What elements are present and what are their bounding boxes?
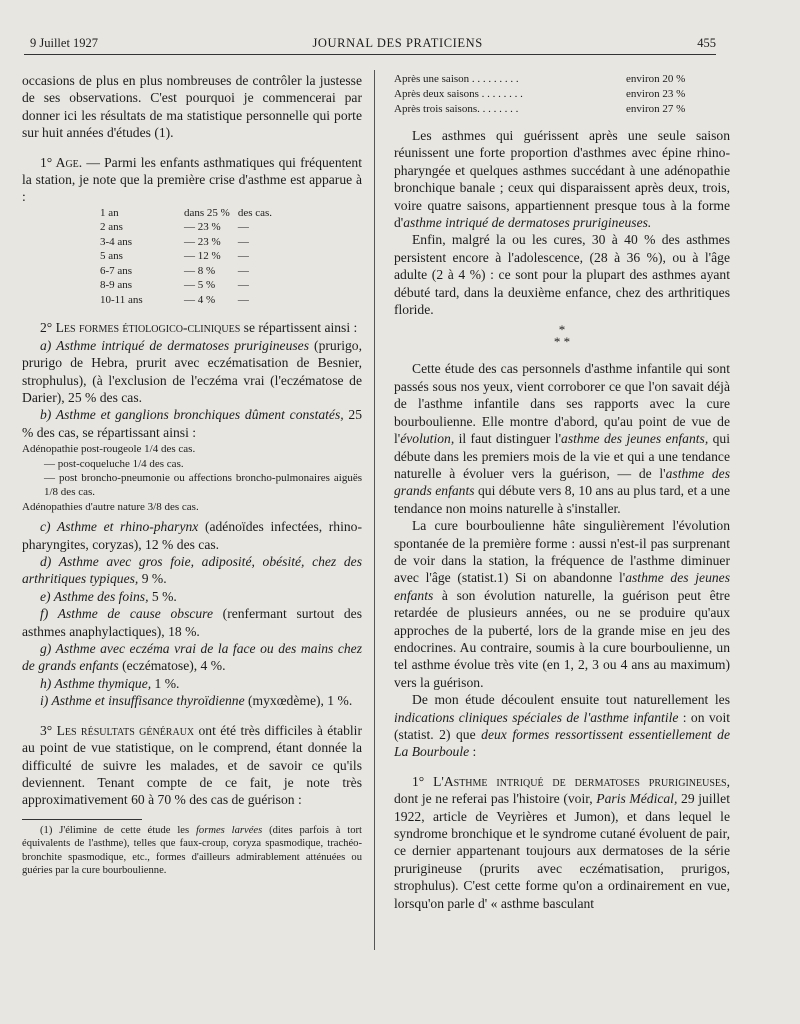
form-d-text: 9 %.	[138, 571, 167, 587]
page-header	[30, 36, 716, 52]
form-b-item: Adénopathies d'autre nature 3/8 des cas.	[22, 500, 199, 513]
age-label: 10-11 ans	[100, 293, 143, 306]
header-date: 9 Juillet 1927	[30, 36, 99, 50]
age-unit: —	[237, 235, 249, 248]
form-b-item: — post-coqueluche 1/4 des cas.	[44, 457, 184, 470]
age-row	[100, 220, 280, 235]
form-a-text: (prurigo, prurigo de Hebra, prurit avec eczématisation de Besnier, strophulus), (à l'exclusion de l'eczéma vrai (l'eczématose de Darier), 25 % des cas.	[22, 337, 362, 405]
header-rule	[24, 54, 716, 55]
age-unit: des cas.	[237, 206, 273, 219]
age-value: — 23 %	[184, 221, 221, 234]
results-paragraph	[22, 722, 362, 809]
age-value: — 5 %	[184, 279, 216, 292]
footnote-text: (dites parfois à tort équivalents de l'asthme), telles que faux-croup, coryza spasmodique, trachéo-bronchite spasmodique, etc., formes d'ailleurs admirablement atténuées ou guéries par la cure bourboulienne.	[22, 824, 362, 876]
asthma-form-italic: Paris Médical,	[596, 791, 678, 807]
age-unit: —	[237, 250, 249, 263]
age-value: — 23 %	[184, 235, 221, 248]
footnote-text: (1) J'élimine de cette étude les	[40, 824, 196, 836]
form-c-title: c) Asthme et rhino-pharynx	[40, 519, 199, 535]
form-d	[22, 553, 362, 588]
form-c	[22, 518, 362, 553]
column-divider	[374, 70, 375, 950]
season-label: Après trois saisons. . . . . . . .	[394, 103, 519, 115]
age-row	[100, 235, 280, 250]
form-h-title: h) Asthme thymique,	[40, 675, 152, 691]
stars-top: *	[558, 322, 566, 338]
age-unit: —	[237, 279, 249, 292]
age-unit: —	[237, 221, 249, 234]
study-italic: asthme des jeunes enfants,	[561, 431, 709, 447]
age-row	[100, 206, 280, 221]
form-g-title: g) Asthme avec eczéma vrai de la face ou des mains chez de grands enfants	[22, 641, 362, 674]
form-f-title: f) Asthme de cause obscure	[40, 606, 214, 622]
form-e-text: 5 %.	[148, 588, 177, 604]
age-value: dans 25 %	[184, 206, 230, 219]
age-label: 1 an	[100, 206, 119, 219]
footnote	[22, 824, 362, 878]
age-value: — 4 %	[184, 293, 216, 306]
form-f-text: (renfermant surtout des asthmes anaphylactiques), 18 %.	[22, 606, 363, 639]
indications-text: De mon étude découlent ensuite tout naturellement les	[412, 692, 730, 708]
cure-text: Les asthmes qui guérissent après une seule saison réunissent une forte proportion d'asthmes avec épine rhino-pharyngée et quelques asthmes succédant à une adénopathie bronchique banale ; ceux qui disparaissent après deux, trois, voire quatre saisons, appartiennent presque tous à la forme d'	[394, 128, 730, 231]
cure-italic: asthme intriqué de dermatoses prurigineuses.	[403, 215, 652, 231]
evolution-text: à son évolution naturelle, la guérison peut être retardée de plusieurs années, ou ne se produire qu'aux approches de la puberté, lors de la grande mise en jeu des endocrines. Au contraire, soumis à la cure bourboulienne, un tel asthme évolue très vite (en 1, 2, 3 ou 4 ans au maximum) vers la guérison.	[394, 587, 730, 690]
form-a	[22, 337, 362, 407]
indications-text: :	[469, 744, 477, 760]
footnote-italic: formes larvées	[195, 824, 263, 836]
form-f	[22, 605, 362, 640]
age-unit: —	[237, 264, 249, 277]
seasons-table	[394, 72, 730, 117]
form-d-title: d) Asthme avec gros foie, adiposité, obésité, chez des arthritiques typiques,	[22, 554, 362, 587]
age-unit: —	[237, 293, 249, 306]
age-row	[100, 249, 280, 264]
season-row	[394, 87, 730, 102]
age-paragraph	[22, 154, 362, 206]
season-row	[394, 72, 730, 87]
forms-paragraph	[22, 319, 362, 336]
footnote-rule	[22, 819, 142, 820]
form-c-text: (adénoïdes infectées, rhino-pharyngites, coryzas), 12 % des cas.	[22, 519, 362, 552]
stars-bottom: * *	[553, 334, 571, 350]
results-heading: 3° Les résultats généraux	[40, 722, 195, 738]
indications-paragraph	[394, 691, 730, 761]
forms-heading: 2° Les formes étiologico-cliniques	[40, 320, 241, 336]
age-label: 3-4 ans	[100, 235, 133, 248]
study-italic: évolution,	[400, 431, 455, 447]
form-b-item: — post broncho-pneumonie ou affections broncho-pulmonaires aiguës 1/8 des cas.	[44, 472, 362, 499]
age-value: — 12 %	[184, 250, 221, 263]
form-b	[22, 406, 362, 441]
section-separator	[394, 324, 730, 348]
season-value: environ 23 %	[626, 88, 686, 100]
results-text: ont été très difficiles à établir au point de vue statistique, on le comprend, étant donnée la difficulté de suivre les malades, et de savoir ce qu'ils deviennent. Tenant compte de ce fait, je note très approximativement 60 à 70 % des cas de guérison :	[22, 722, 362, 808]
persist-paragraph: Enfin, malgré la ou les cures, 30 à 40 % des asthmes persistent encore à l'adolescence, (28 à 36 %), ou à l'âge adulte (2 à 4 %) : ce sont pour la plupart des asthmes ayant débuté tard, dans la deuxième enfance, chez des arthritiques floride.	[394, 232, 730, 318]
form-a-title: a) Asthme intriqué de dermatoses prurigineuses	[40, 337, 309, 353]
age-label: 2 ans	[100, 221, 123, 234]
cure-paragraph	[394, 127, 730, 231]
form-b-item: Adénopathie post-rougeole 1/4 des cas.	[22, 443, 196, 456]
asthma-form-text: 29 juillet 1922, article de Veyrières et Jumon), et dans lequel le syndrome bronchique et le syndrome cutané évoluent de pair, ce dernier appartenant toujours aux dermatoses de la série prurigineuse (prurits avec eczématisation, prurigos, strophulus). C'est cette forme qu'on a ordinairement en vue, lorsqu'on parle d' « asthme basculant	[394, 791, 730, 911]
asthma-form-text: dont je ne referai pas l'histoire (voir,	[394, 791, 597, 807]
season-row	[394, 102, 730, 117]
page-number: 455	[697, 36, 716, 50]
asthma-form-heading: 1° L'Asthme intriqué de dermatoses prurigineuses,	[412, 773, 730, 789]
form-g-text: (eczématose), 4 %.	[118, 658, 226, 674]
intro-paragraph: occasions de plus en plus nombreuses de contrôler la justesse de ses observations. C'est pourquoi je commencerai par donner ici les résultats de ma statistique personnelle qui porte sur huit années d'études (1).	[22, 73, 362, 141]
indications-italic: indications cliniques spéciales de l'asthme infantile	[394, 709, 679, 725]
right-column	[394, 72, 730, 912]
form-h-text: 1 %.	[151, 675, 180, 691]
journal-title: JOURNAL DES PRATICIENS	[312, 36, 483, 50]
evolution-text: La cure bourboulienne hâte singulièrement l'évolution spontanée de la première forme : aussi n'est-il pas surprenant de voir dans la station, la fréquence de l'asthme diminuer avec l'âge (statist.1) Si on abandonne l'	[394, 518, 730, 586]
study-italic: asthme des grands enfants	[394, 465, 731, 499]
left-column	[22, 72, 362, 877]
forms-text: se répartissent ainsi :	[240, 320, 358, 336]
form-b-text: 25 % des cas, se répartissant ainsi :	[22, 407, 362, 440]
indications-text: : on voit (statist. 2) que	[394, 709, 730, 742]
age-row	[100, 264, 280, 279]
season-value: environ 20 %	[626, 73, 686, 85]
form-i	[22, 692, 362, 709]
age-label: 8-9 ans	[100, 279, 133, 292]
age-label: 5 ans	[100, 250, 123, 263]
evolution-italic: asthme des jeunes enfants	[394, 570, 730, 603]
form-h	[22, 675, 362, 692]
form-e-title: e) Asthme des foins,	[40, 588, 149, 604]
age-label: 6-7 ans	[100, 264, 133, 277]
form-i-title: i) Asthme et insuffisance thyroïdienne	[40, 693, 245, 709]
age-heading: 1° Age.	[40, 154, 83, 170]
season-label: Après deux saisons . . . . . . . .	[394, 88, 523, 100]
study-text: qui débute vers 8, 10 ans au plus tard, et a une tendance non moins naturelle à s'installer.	[394, 483, 730, 516]
age-text: — Parmi les enfants asthmatiques qui fréquentent la station, je note que la première crise d'asthme est apparue à :	[22, 154, 362, 205]
age-value: — 8 %	[184, 264, 216, 277]
form-e	[22, 588, 362, 605]
age-row	[100, 293, 280, 308]
age-table	[100, 206, 280, 308]
asthma-form-paragraph	[394, 773, 730, 912]
form-i-text: (myxœdème), 1 %.	[244, 693, 353, 709]
evolution-paragraph	[394, 517, 730, 691]
form-b-list	[22, 442, 362, 514]
season-value: environ 27 %	[626, 103, 686, 115]
study-text: Cette étude des cas personnels d'asthme infantile qui sont passés sous nos yeux, vient corroborer ce que l'on savait déjà de l'asthme infantile dans ses rapports avec la cure bourboulienne. Elle montre d'abord, qu'au point de vue de l'	[394, 361, 730, 447]
indications-italic: deux formes ressortissent essentiellement de La Bourboule	[394, 727, 730, 760]
form-g	[22, 640, 362, 675]
study-paragraph	[394, 360, 730, 517]
study-text: il faut distinguer l'	[454, 431, 562, 447]
season-label: Après une saison . . . . . . . . .	[394, 73, 519, 85]
age-row	[100, 278, 280, 293]
form-b-title: b) Asthme et ganglions bronchiques dûment constatés,	[40, 407, 344, 423]
study-text: qui débute dans les premiers mois de la vie et qui a une tendance naturelle à évoluer vers la guérison, — de l'	[394, 431, 730, 481]
